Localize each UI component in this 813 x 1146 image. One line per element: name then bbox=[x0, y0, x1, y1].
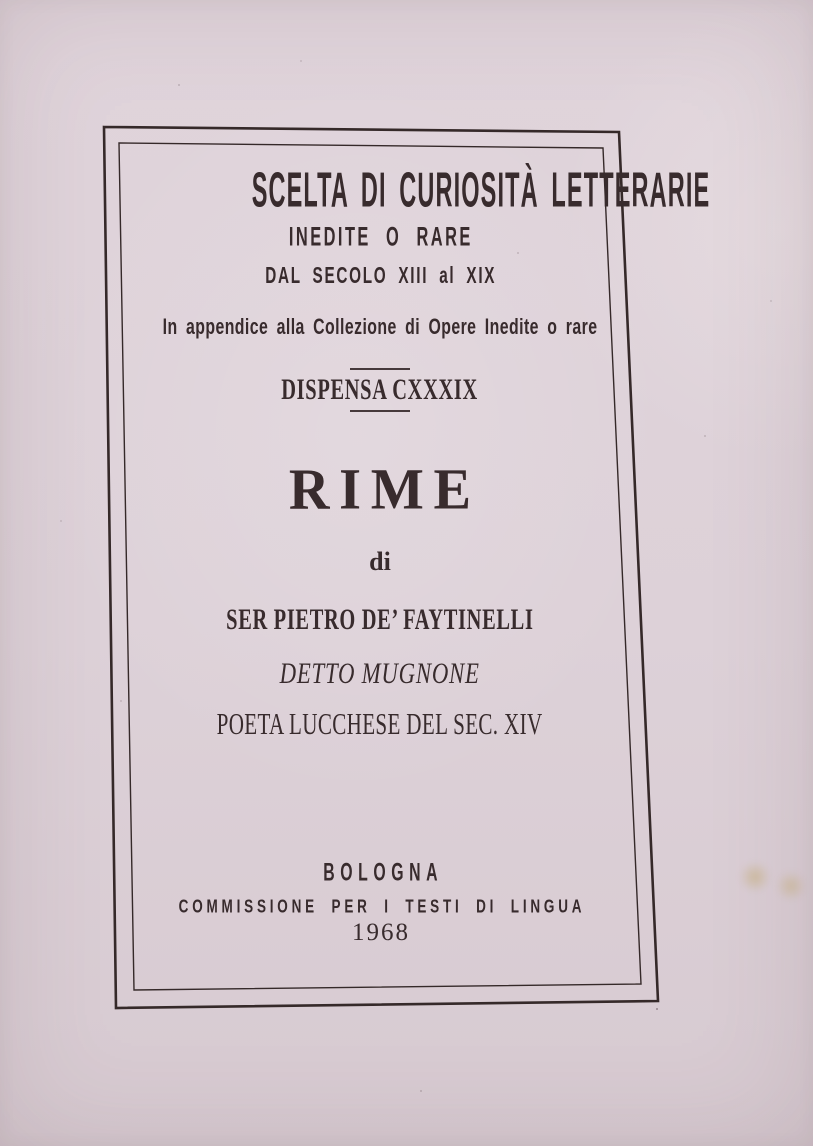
dispensa-rule-top bbox=[350, 368, 410, 370]
book-title bbox=[70, 456, 690, 556]
issue-number bbox=[70, 373, 690, 424]
series-subtitle-text: INEDITE O RARE bbox=[289, 222, 474, 252]
author-description-text: POETA LUCCHESE DEL SEC. XIV bbox=[217, 706, 543, 741]
imprint-city bbox=[70, 858, 690, 893]
title-preposition-text: di bbox=[369, 547, 391, 576]
author-name-text: SER PIETRO DE’ FAYTINELLI bbox=[226, 603, 535, 636]
series-period-text: DAL SECOLO XIII al XIX bbox=[265, 262, 497, 289]
author-name bbox=[70, 603, 690, 654]
title-preposition bbox=[70, 547, 690, 592]
author-description bbox=[70, 706, 690, 760]
imprint-publisher-text: COMMISSIONE PER I TESTI DI LINGUA bbox=[178, 895, 586, 917]
imprint-year bbox=[70, 919, 690, 961]
series-period bbox=[70, 262, 690, 297]
series-subtitle bbox=[70, 222, 690, 261]
author-alias-text: DETTO MUGNONE bbox=[279, 657, 481, 690]
title-page-content bbox=[70, 0, 711, 1146]
book-title-text: RIME bbox=[288, 456, 481, 522]
series-title-text: SCELTA DI CURIOSITÀ LETTERARIE bbox=[251, 161, 711, 218]
appendix-note-text: In appendice alla Collezione di Opere Inedite o rare bbox=[162, 313, 598, 339]
issue-number-text: DISPENSA CXXXIX bbox=[281, 373, 479, 406]
author-alias bbox=[70, 657, 690, 708]
dispensa-rule-bottom bbox=[350, 410, 410, 412]
imprint-year-text: 1968 bbox=[352, 919, 410, 946]
imprint-city-text: BOLOGNA bbox=[322, 858, 443, 887]
appendix-note bbox=[70, 313, 690, 348]
